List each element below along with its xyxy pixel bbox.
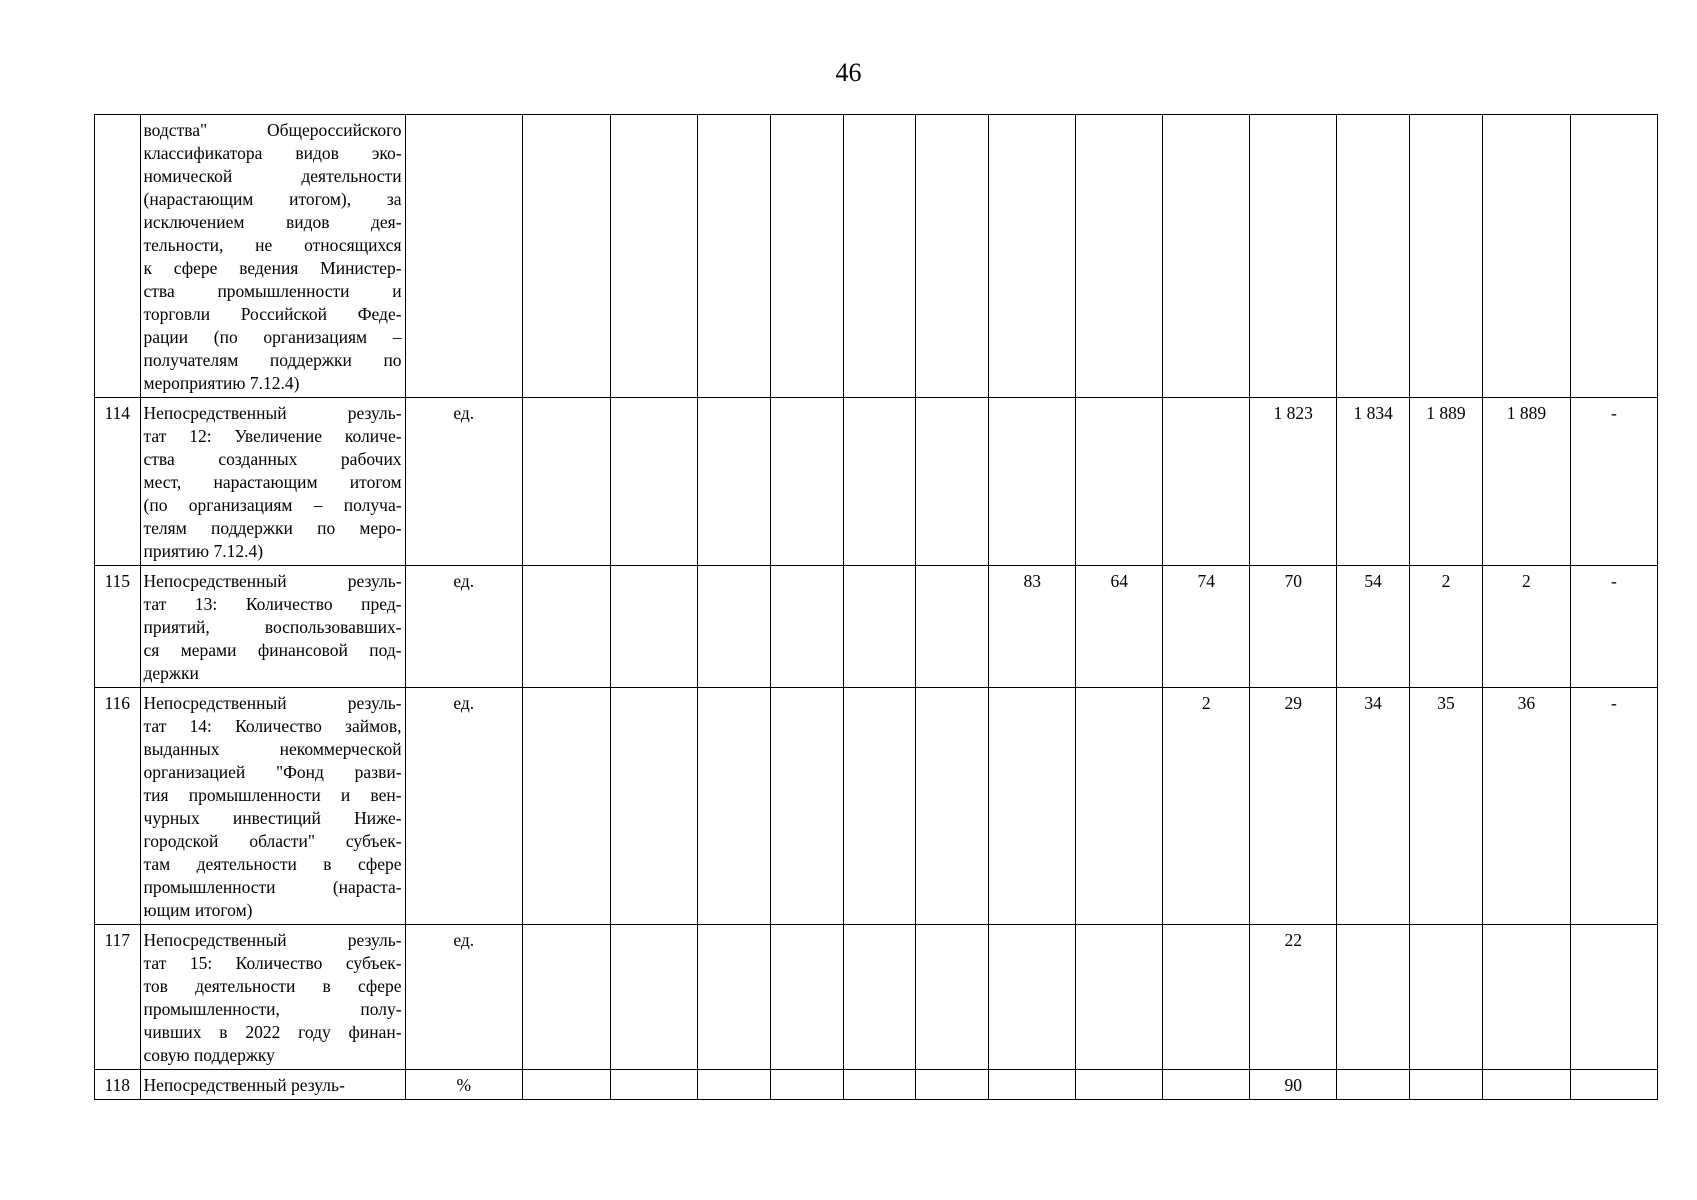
indicator-name — [140, 688, 405, 925]
value-cell — [522, 115, 610, 398]
value-cell — [697, 398, 770, 566]
indicator-name-line: чурных инвестиций Ниже- — [143, 808, 402, 828]
value-cell — [697, 1070, 770, 1100]
indicator-name-line: ся мерами финансовой под- — [143, 640, 402, 660]
value-cell — [697, 115, 770, 398]
value-cell: 2 — [1163, 688, 1250, 925]
indicator-name-line: тат 15: Количество субъек- — [143, 953, 402, 973]
value-cell — [1337, 925, 1410, 1070]
indicator-name-line: классификатора видов эко- — [143, 143, 402, 163]
value-cell — [1570, 925, 1657, 1070]
value-cell — [697, 566, 770, 688]
indicator-name-line: ющим итогом) — [143, 900, 253, 920]
indicator-name-line: мероприятию 7.12.4) — [143, 373, 300, 393]
value-cell — [1076, 925, 1163, 1070]
value-cell — [1337, 1070, 1410, 1100]
value-cell — [1337, 115, 1410, 398]
value-cell: 83 — [989, 566, 1076, 688]
indicator-name-line: телям поддержки по меро- — [143, 518, 402, 538]
unit-cell: ед. — [405, 398, 522, 566]
unit-cell: ед. — [405, 688, 522, 925]
value-cell — [843, 566, 916, 688]
value-cell — [770, 115, 843, 398]
value-cell — [1482, 115, 1570, 398]
value-cell — [989, 925, 1076, 1070]
indicator-name-line: ства созданных рабочих — [143, 449, 402, 469]
indicator-name-line: номической деятельности — [143, 166, 402, 186]
indicator-name-line: рации (по организациям – — [143, 327, 402, 347]
value-cell — [1570, 1070, 1657, 1100]
value-cell — [610, 398, 697, 566]
indicator-name-line: организацией "Фонд разви- — [143, 762, 402, 782]
value-cell: - — [1570, 398, 1657, 566]
value-cell — [989, 1070, 1076, 1100]
value-cell — [770, 1070, 843, 1100]
indicator-name-line: торговли Российской Феде- — [143, 304, 402, 324]
indicator-name-line: (нарастающим итогом), за — [143, 189, 402, 209]
value-cell — [770, 688, 843, 925]
value-cell — [522, 688, 610, 925]
value-cell — [522, 566, 610, 688]
value-cell — [1076, 115, 1163, 398]
value-cell — [610, 925, 697, 1070]
value-cell — [916, 115, 989, 398]
value-cell — [1076, 1070, 1163, 1100]
value-cell: 1 889 — [1482, 398, 1570, 566]
value-cell — [610, 688, 697, 925]
value-cell — [1163, 1070, 1250, 1100]
indicator-name — [140, 115, 405, 398]
indicator-name-line: тат 12: Увеличение количе- — [143, 426, 402, 446]
indicator-name-line: совую поддержку — [143, 1045, 275, 1065]
page-number: 46 — [835, 58, 862, 87]
value-cell: 36 — [1482, 688, 1570, 925]
value-cell — [610, 115, 697, 398]
value-cell — [1482, 925, 1570, 1070]
value-cell: 64 — [1076, 566, 1163, 688]
value-cell — [916, 688, 989, 925]
row-number: 118 — [95, 1070, 141, 1100]
value-cell: 1 889 — [1410, 398, 1483, 566]
indicator-name-line: к сфере ведения Министер- — [143, 258, 402, 278]
value-cell — [610, 1070, 697, 1100]
indicator-name — [140, 1070, 405, 1100]
value-cell — [916, 1070, 989, 1100]
value-cell: - — [1570, 688, 1657, 925]
value-cell: 54 — [1337, 566, 1410, 688]
value-cell — [1163, 115, 1250, 398]
value-cell — [843, 115, 916, 398]
unit-cell: ед. — [405, 566, 522, 688]
row-number: 115 — [95, 566, 141, 688]
value-cell — [697, 925, 770, 1070]
indicator-name-line: (по организациям – получа- — [143, 495, 402, 515]
value-cell: 2 — [1410, 566, 1483, 688]
table-row — [95, 398, 1658, 566]
value-cell — [989, 398, 1076, 566]
value-cell: 29 — [1250, 688, 1337, 925]
table-row — [95, 925, 1658, 1070]
value-cell: 1 823 — [1250, 398, 1337, 566]
indicator-name-line: тат 13: Количество пред- — [143, 594, 402, 614]
indicator-name-line: исключением видов дея- — [143, 212, 402, 232]
value-cell — [770, 566, 843, 688]
value-cell — [916, 925, 989, 1070]
indicator-name-line: приятий, воспользовавших- — [143, 617, 402, 637]
value-cell: 22 — [1250, 925, 1337, 1070]
value-cell — [522, 1070, 610, 1100]
indicator-name-line: Непосредственный резуль- — [143, 693, 402, 713]
indicator-name-line: тельности, не относящихся — [143, 235, 402, 255]
row-number: 116 — [95, 688, 141, 925]
value-cell: 74 — [1163, 566, 1250, 688]
value-cell — [1076, 688, 1163, 925]
value-cell — [770, 398, 843, 566]
value-cell — [1410, 925, 1483, 1070]
table-row — [95, 566, 1658, 688]
indicators-table — [94, 114, 1658, 1100]
value-cell — [610, 566, 697, 688]
value-cell — [916, 398, 989, 566]
table-row — [95, 688, 1658, 925]
value-cell — [843, 688, 916, 925]
indicator-name-line: выданных некоммерческой — [143, 739, 402, 759]
value-cell — [522, 925, 610, 1070]
table-row — [95, 115, 1658, 398]
value-cell: 1 834 — [1337, 398, 1410, 566]
value-cell — [989, 115, 1076, 398]
value-cell — [1163, 398, 1250, 566]
indicator-name — [140, 925, 405, 1070]
indicator-name — [140, 566, 405, 688]
indicator-name-line: ства промышленности и — [143, 281, 402, 301]
value-cell: - — [1570, 566, 1657, 688]
indicator-name-line: тия промышленности и вен- — [143, 785, 402, 805]
value-cell — [1410, 115, 1483, 398]
indicator-name-line: приятию 7.12.4) — [143, 541, 264, 561]
value-cell: 35 — [1410, 688, 1483, 925]
value-cell — [1250, 115, 1337, 398]
indicator-name-line: мест, нарастающим итогом — [143, 472, 402, 492]
indicator-name-line: Непосредственный резуль- — [143, 1075, 345, 1095]
value-cell — [843, 1070, 916, 1100]
table-row — [95, 1070, 1658, 1100]
indicator-name-line: там деятельности в сфере — [143, 854, 402, 874]
value-cell — [843, 398, 916, 566]
value-cell — [1410, 1070, 1483, 1100]
indicator-name-line: промышленности (нараста- — [143, 877, 402, 897]
row-number: 117 — [95, 925, 141, 1070]
value-cell — [770, 925, 843, 1070]
value-cell: 34 — [1337, 688, 1410, 925]
value-cell: 2 — [1482, 566, 1570, 688]
indicator-name-line: Непосредственный резуль- — [143, 930, 402, 950]
value-cell: 70 — [1250, 566, 1337, 688]
value-cell — [1482, 1070, 1570, 1100]
indicator-name-line: чивших в 2022 году финан- — [143, 1022, 402, 1042]
unit-cell: % — [405, 1070, 522, 1100]
indicator-name — [140, 398, 405, 566]
indicator-name-line: Непосредственный резуль- — [143, 571, 402, 591]
indicator-name-line: тат 14: Количество займов, — [143, 716, 402, 736]
value-cell — [989, 688, 1076, 925]
indicator-name-line: получателям поддержки по — [143, 350, 402, 370]
value-cell — [1570, 115, 1657, 398]
value-cell — [843, 925, 916, 1070]
indicator-name-line: Непосредственный резуль- — [143, 403, 402, 423]
value-cell — [522, 398, 610, 566]
unit-cell — [405, 115, 522, 398]
row-number — [95, 115, 141, 398]
value-cell — [1163, 925, 1250, 1070]
value-cell: 90 — [1250, 1070, 1337, 1100]
row-number: 114 — [95, 398, 141, 566]
unit-cell: ед. — [405, 925, 522, 1070]
indicator-name-line: держки — [143, 663, 199, 683]
value-cell — [916, 566, 989, 688]
value-cell — [1076, 398, 1163, 566]
indicator-name-line: городской области" субъек- — [143, 831, 402, 851]
indicator-name-line: водства" Общероссийского — [143, 120, 402, 140]
value-cell — [697, 688, 770, 925]
indicator-name-line: промышленности, полу- — [143, 999, 402, 1019]
indicator-name-line: тов деятельности в сфере — [143, 976, 402, 996]
